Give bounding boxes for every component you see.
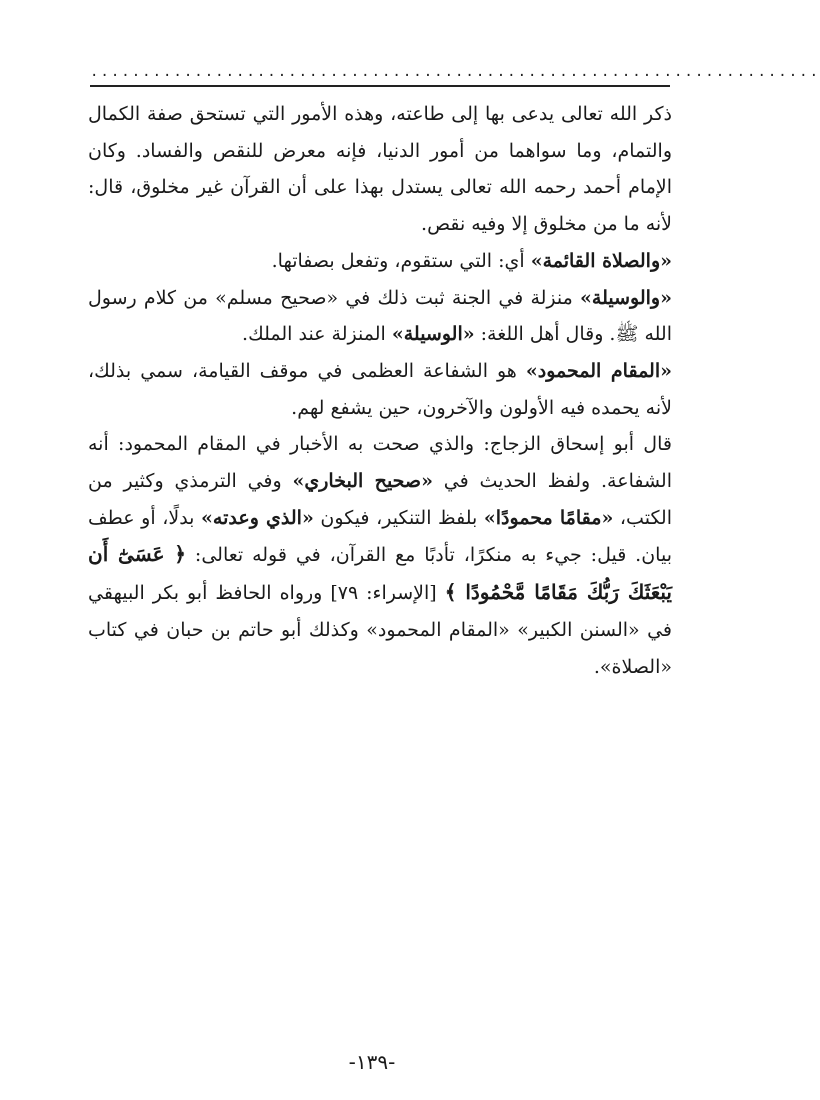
term-salat-qaima: «والصلاة القائمة» [530,249,672,272]
paragraph-zajjaj [88,426,672,685]
paragraph-perfection: ذكر الله تعالى يدعى بها إلى طاعته، وهذه الأمور التي تستحق صفة الكمال والتمام، وما سواهما من أمور الدنيا، فإنه معرض للنقص والفساد. وكان الإمام أحمد رحمه الله تعالى يستدل بهذا على أن القرآن غير مخلوق، قال: لأنه ما من مخلوق إلا وفيه نقص. [88,103,672,236]
term-maqaman-mahmudan: «مقامًا محمودًا» [483,506,614,529]
definition-salat-qaima: أي: التي ستقوم، وتفعل بصفاتها. [271,249,531,272]
term-wasila-2: «الوسيلة» [391,323,475,346]
zajjaj-text-4: بدلًا، أو عطف بيان. قيل: جيء به منكرًا، تأدبًا مع القرآن، في قوله تعالى: [88,506,672,567]
page-body [88,96,672,685]
paragraph-wasila [88,280,672,353]
page-number: -١٣٩- [348,1050,396,1074]
quran-verse: ﴿ عَسَىٰٓ أَن يَبْعَثَكَ رَبُّكَ مَقَامًا مَّحْمُودًا ﴾ [88,542,673,605]
zajjaj-text-3: بلفظ التنكير، فيكون [313,506,484,529]
zajjaj-text-2: وفي الترمذي وكثير من الكتب، [88,470,672,529]
zajjaj-text-1: قال أبو إسحاق الزجاج: والذي صحت به الأخبار في المقام المحمود: أنه الشفاعة. ولفظ الحديث في [88,433,672,493]
paragraph-maqam-mahmud [88,353,672,426]
definition-maqam-mahmud: هو الشفاعة العظمى في موقف القيامة، سمي بذلك، لأنه يحمده فيه الأولون والآخرون، حين يشفع لهم. [88,359,672,419]
header-rule-line [90,85,670,87]
definition-wasila-part1: منزلة في الجنة ثبت ذلك في «صحيح مسلم» من كلام رسول الله ﷺ. وقال أهل اللغة: [88,286,672,346]
term-maqam-mahmud: «المقام المحمود» [525,359,672,382]
zajjaj-text-5: [الإسراء: ٧٩] ورواه الحافظ أبو بكر البيهقي في «السنن الكبير» «المقام المحمود» وكذلك أبو حاتم بن حبان في كتاب «الصلاة». [88,582,672,678]
header-dotted-rule: ...................................................................... [90,64,820,80]
term-alladhi-waadtah: «الذي وعدته» [201,506,314,529]
term-sahih-bukhari: «صحيح البخاري» [292,470,433,493]
definition-wasila-part2: المنزلة عند الملك. [242,323,392,346]
paragraph-salat-qaima [88,243,672,280]
term-wasila: «والوسيلة» [580,286,672,309]
